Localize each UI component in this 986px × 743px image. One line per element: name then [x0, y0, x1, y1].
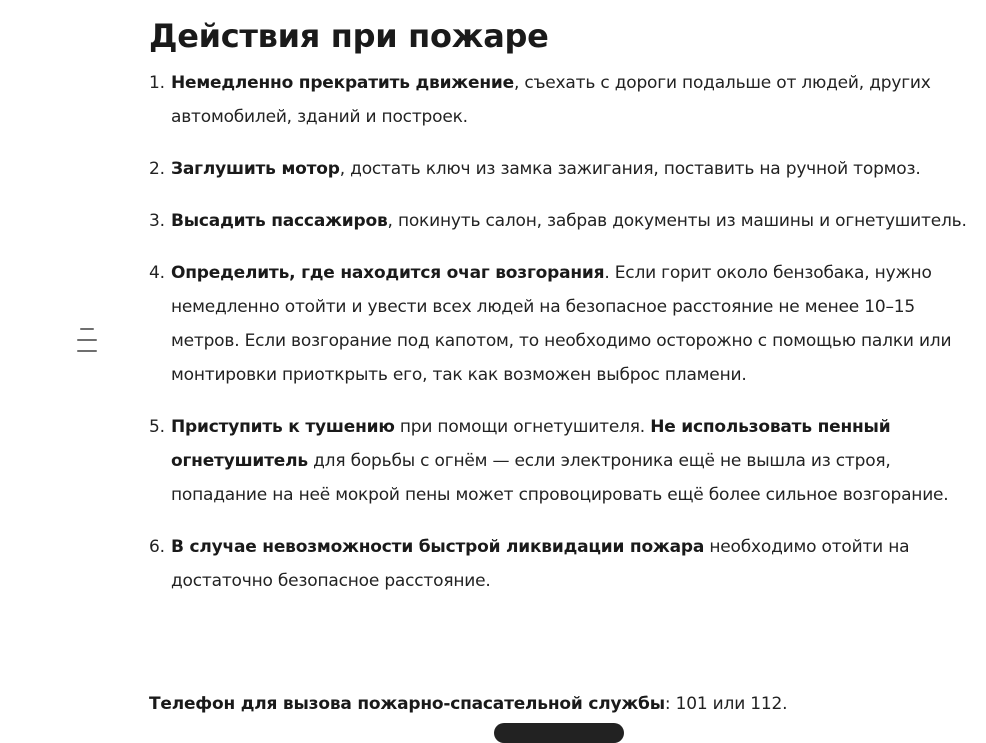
step-number: 6.	[149, 537, 165, 557]
page-title: Действия при пожаре	[149, 17, 549, 55]
step-text	[171, 410, 979, 512]
step-body-text: , покинуть салон, забрав документы из машины и огнетушитель.	[387, 211, 967, 231]
step-number: 1.	[149, 73, 165, 93]
menu-lines-icon[interactable]	[77, 326, 97, 354]
list-item	[149, 256, 979, 392]
step-bold-text: Заглушить мотор	[171, 159, 340, 179]
list-item	[149, 530, 979, 598]
list-item	[149, 204, 979, 238]
step-bold-text: Немедленно прекратить движение	[171, 73, 514, 93]
list-item	[149, 152, 979, 186]
step-bold-text: Высадить пассажиров	[171, 211, 388, 231]
emergency-phone-note	[149, 687, 787, 721]
steps-list	[149, 66, 979, 616]
step-body-text: при помощи огнетушителя.	[394, 417, 651, 437]
list-item	[149, 66, 979, 134]
list-item	[149, 410, 979, 512]
step-text	[171, 66, 979, 134]
step-number: 5.	[149, 417, 165, 437]
bottom-floating-button[interactable]	[494, 723, 624, 743]
emergency-phone-label: Телефон для вызова пожарно-спасательной службы	[149, 694, 665, 714]
step-text	[171, 204, 979, 238]
step-body-text: , съехать с дороги подальше от людей, других автомобилей, зданий и построек.	[171, 73, 931, 127]
step-text	[171, 256, 979, 392]
step-body-text: , достать ключ из замка зажигания, поставить на ручной тормоз.	[339, 159, 921, 179]
step-number: 3.	[149, 211, 165, 231]
step-number: 2.	[149, 159, 165, 179]
step-body-text-2: для борьбы с огнём — если электроника ещё не вышла из строя, попадание на неё мокрой пены может спровоцировать ещё более сильное возгорание.	[171, 451, 949, 505]
step-bold-text: В случае невозможности быстрой ликвидации пожара	[171, 537, 705, 557]
step-body-text: . Если горит около бензобака, нужно немедленно отойти и увести всех людей на безопасное расстояние не менее 10–15 метров. Если возгорание под капотом, то необходимо осторожно с помощью палки или монтировки приоткрыть его, так как возможен выброс пламени.	[171, 263, 952, 385]
step-bold-text: Приступить к тушению	[171, 417, 395, 437]
step-body-text: необходимо отойти на достаточно безопасное расстояние.	[171, 537, 910, 591]
step-text	[171, 152, 979, 186]
step-number: 4.	[149, 263, 165, 283]
step-bold-text: Определить, где находится очаг возгорания	[171, 263, 605, 283]
step-bold-text-2: Не использовать пенный огнетушитель	[171, 417, 891, 471]
emergency-phone-numbers: : 101 или 112.	[664, 694, 788, 714]
step-text	[171, 530, 979, 598]
